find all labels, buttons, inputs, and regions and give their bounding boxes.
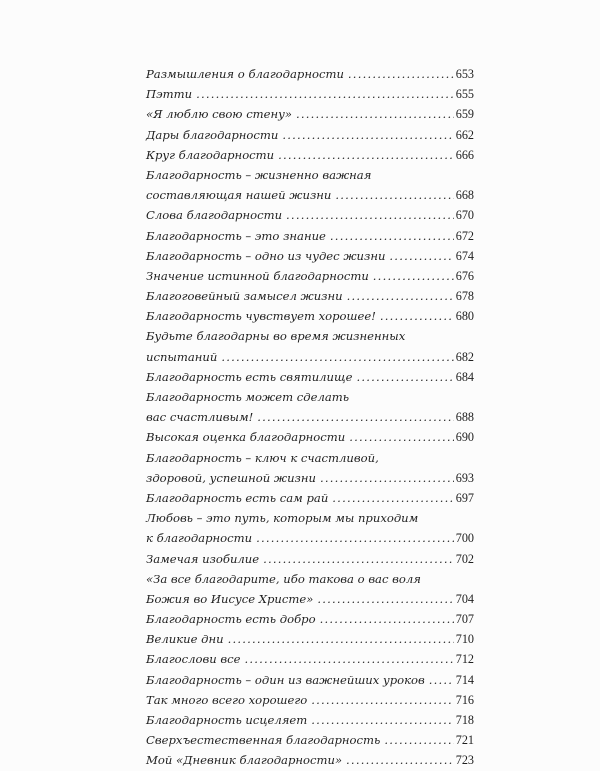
- toc-page-number: 678: [455, 289, 474, 304]
- toc-page-number: 672: [455, 228, 474, 243]
- toc-entry[interactable]: [146, 266, 474, 286]
- toc-entry-title: Размышления о благодарности: [146, 67, 344, 81]
- toc-entry-line: [146, 226, 474, 246]
- toc-entry[interactable]: [146, 326, 474, 366]
- toc-entry-title: Высокая оценка благодарности: [146, 430, 346, 445]
- toc-entry[interactable]: [146, 205, 474, 225]
- dot-leader: [311, 690, 453, 710]
- toc-page-number: 721: [455, 733, 474, 748]
- toc-entry-line: [146, 609, 474, 629]
- dot-leader: [389, 246, 453, 266]
- toc-page-number: 723: [455, 753, 474, 768]
- toc-entry-line: [146, 468, 474, 488]
- dot-leader: [429, 670, 454, 690]
- toc-page-number: 707: [455, 612, 474, 627]
- toc-entry[interactable]: [146, 609, 474, 629]
- toc-entry-title: Благодарность – жизненно важная: [146, 167, 372, 182]
- toc-page-number: 655: [455, 87, 474, 102]
- dot-leader: [221, 347, 453, 367]
- dot-leader: [257, 407, 453, 427]
- dot-leader: [332, 488, 453, 508]
- toc-entry-line: [146, 367, 474, 387]
- toc-entry-line: [146, 145, 474, 165]
- toc-entry[interactable]: [146, 84, 474, 104]
- toc-entry-title: испытаний: [146, 349, 218, 364]
- toc-entry-title: вас счастливым!: [146, 410, 254, 425]
- dot-leader: [330, 226, 454, 246]
- toc-entry-line: [146, 125, 474, 145]
- toc-entry[interactable]: [146, 125, 474, 145]
- toc-entry[interactable]: [146, 670, 474, 690]
- toc-entry-line: [146, 750, 474, 770]
- toc-entry[interactable]: [146, 649, 474, 669]
- toc-page-number: 702: [455, 551, 474, 566]
- toc-entry-line: [146, 306, 474, 326]
- toc-entry-title: Значение истинной благодарности: [146, 268, 369, 283]
- toc-entry-title: Благодарность – это знание: [146, 228, 326, 243]
- dot-leader: [384, 730, 453, 750]
- toc-entry-title: Благодарность – ключ к счастливой,: [146, 450, 379, 465]
- toc-entry-title: Любовь – это путь, которым мы приходим: [146, 511, 419, 526]
- toc-entry-line: [146, 407, 474, 427]
- toc-entry[interactable]: [146, 448, 474, 488]
- toc-entry-title: «За все благодарите, ибо такова о вас воля: [146, 571, 421, 586]
- dot-leader: [347, 286, 454, 306]
- toc-entry[interactable]: [146, 690, 474, 710]
- toc-entry-title: Замечая изобилие: [146, 551, 260, 566]
- toc-page-number: 670: [455, 208, 474, 223]
- toc-entry-line: [146, 266, 474, 286]
- toc-entry[interactable]: [146, 226, 474, 246]
- toc-entry[interactable]: [146, 145, 474, 165]
- toc-entry-title: Мой «Дневник благодарности»: [146, 753, 343, 768]
- toc-entry-title: Будьте благодарны во время жизненных: [146, 329, 406, 344]
- toc-entry[interactable]: [146, 246, 474, 266]
- toc-entry-line: [146, 104, 474, 124]
- toc-entry-line: [146, 629, 474, 649]
- toc-entry-line: [146, 347, 474, 367]
- toc-entry-title: Благодарность может сделать: [146, 390, 350, 404]
- toc-entry-line: [146, 165, 474, 185]
- toc-entry-line: [146, 569, 474, 589]
- toc-entry[interactable]: [146, 367, 474, 387]
- toc-entry-line: [146, 549, 474, 569]
- toc-entry-title: Сверхъестественная благодарность: [146, 733, 381, 748]
- toc-entry-line: [146, 84, 474, 104]
- dot-leader: [296, 104, 454, 124]
- toc-page-number: 700: [455, 531, 474, 546]
- toc-entry[interactable]: [146, 64, 474, 84]
- toc-entry-line: [146, 427, 474, 447]
- dot-leader: [346, 750, 454, 770]
- dot-leader: [335, 185, 453, 205]
- dot-leader: [256, 528, 454, 548]
- toc-entry-line: [146, 488, 474, 508]
- toc-entry-line: [146, 246, 474, 266]
- dot-leader: [348, 64, 454, 84]
- table-of-contents: [146, 64, 474, 771]
- toc-entry-title: Великие дни: [146, 632, 224, 647]
- toc-entry[interactable]: [146, 750, 474, 770]
- toc-entry-title: «Я люблю свою стену»: [146, 107, 292, 122]
- toc-page-number: 682: [455, 349, 474, 364]
- toc-entry-title: Благодарность есть святилище: [146, 369, 353, 384]
- toc-entry-title: составляющая нашей жизни: [146, 188, 332, 203]
- toc-entry-line: [146, 589, 474, 609]
- toc-entry[interactable]: [146, 629, 474, 649]
- toc-page-number: 674: [455, 248, 474, 263]
- toc-entry[interactable]: [146, 488, 474, 508]
- toc-entry[interactable]: [146, 387, 474, 427]
- toc-entry-title: Круг благодарности: [146, 147, 275, 162]
- toc-page-number: 680: [455, 309, 474, 324]
- dot-leader: [320, 468, 454, 488]
- toc-entry-line: [146, 64, 474, 84]
- toc-entry-line: [146, 690, 474, 710]
- toc-page-number: 690: [455, 430, 474, 445]
- toc-page-number: 697: [455, 490, 474, 505]
- toc-entry-title: здоровой, успешной жизни: [146, 470, 316, 485]
- toc-entry[interactable]: [146, 569, 474, 609]
- toc-entry-line: [146, 508, 474, 528]
- dot-leader: [278, 145, 454, 165]
- toc-entry[interactable]: [146, 306, 474, 326]
- dot-leader: [263, 549, 454, 569]
- toc-entry[interactable]: [146, 104, 474, 124]
- toc-entry-title: к благодарности: [146, 531, 253, 546]
- toc-page-number: 668: [455, 188, 474, 203]
- toc-entry-line: [146, 730, 474, 750]
- dot-leader: [245, 649, 454, 669]
- toc-entry-title: Благодарность исцеляет: [146, 713, 308, 727]
- dot-leader: [373, 266, 454, 286]
- dot-leader: [311, 710, 453, 730]
- toc-page-number: 716: [455, 692, 474, 707]
- toc-entry-title: Благодарность есть добро: [146, 612, 316, 627]
- toc-entry[interactable]: [146, 730, 474, 750]
- toc-entry[interactable]: [146, 710, 474, 730]
- toc-entry[interactable]: [146, 286, 474, 306]
- toc-page-number: 704: [455, 591, 474, 606]
- toc-page-number: 718: [455, 713, 474, 727]
- toc-entry-title: Дары благодарности: [146, 127, 279, 142]
- toc-entry-title: Так много всего хорошего: [146, 692, 308, 707]
- toc-entry-title: Божия во Иисусе Христе»: [146, 591, 314, 606]
- toc-entry[interactable]: [146, 508, 474, 548]
- toc-entry-line: [146, 205, 474, 225]
- toc-page-number: 676: [455, 268, 474, 283]
- toc-entry[interactable]: [146, 549, 474, 569]
- toc-entry-line: [146, 649, 474, 669]
- toc-entry-line: [146, 528, 474, 548]
- toc-page-number: 693: [455, 470, 474, 485]
- toc-entry-line: [146, 710, 474, 730]
- toc-entry-line: [146, 448, 474, 468]
- toc-page-number: 666: [455, 147, 474, 162]
- toc-entry-line: [146, 326, 474, 346]
- toc-entry[interactable]: [146, 427, 474, 447]
- dot-leader: [196, 84, 454, 104]
- dot-leader: [228, 629, 454, 649]
- toc-page-number: 710: [455, 632, 474, 647]
- toc-entry-line: [146, 286, 474, 306]
- toc-page-number: 653: [455, 67, 474, 81]
- toc-entry-title: Благодарность – одно из чудес жизни: [146, 248, 386, 263]
- toc-entry-line: [146, 387, 474, 407]
- toc-page-number: 688: [455, 410, 474, 425]
- toc-entry-title: Пэтти: [146, 87, 193, 102]
- toc-page-number: 714: [455, 672, 474, 687]
- toc-entry-title: Слова благодарности: [146, 208, 283, 223]
- dot-leader: [317, 589, 453, 609]
- dot-leader: [286, 205, 454, 225]
- dot-leader: [349, 427, 454, 447]
- dot-leader: [282, 125, 453, 145]
- toc-entry-title: Благодарность чувствует хорошее!: [146, 309, 376, 324]
- toc-entry-title: Благодарность есть сам рай: [146, 490, 329, 505]
- toc-entry[interactable]: [146, 165, 474, 205]
- toc-entry-title: Благоговейный замысел жизни: [146, 289, 343, 304]
- toc-page-number: 659: [455, 107, 474, 122]
- toc-page-number: 684: [455, 369, 474, 384]
- toc-page-number: 712: [455, 652, 474, 667]
- toc-entry-title: Благодарность – один из важнейших уроков: [146, 672, 425, 687]
- toc-page-number: 662: [455, 127, 474, 142]
- dot-leader: [380, 306, 454, 326]
- toc-entry-title: Благослови все: [146, 652, 241, 667]
- dot-leader: [356, 367, 453, 387]
- toc-entry-line: [146, 670, 474, 690]
- dot-leader: [320, 609, 454, 629]
- toc-entry-line: [146, 185, 474, 205]
